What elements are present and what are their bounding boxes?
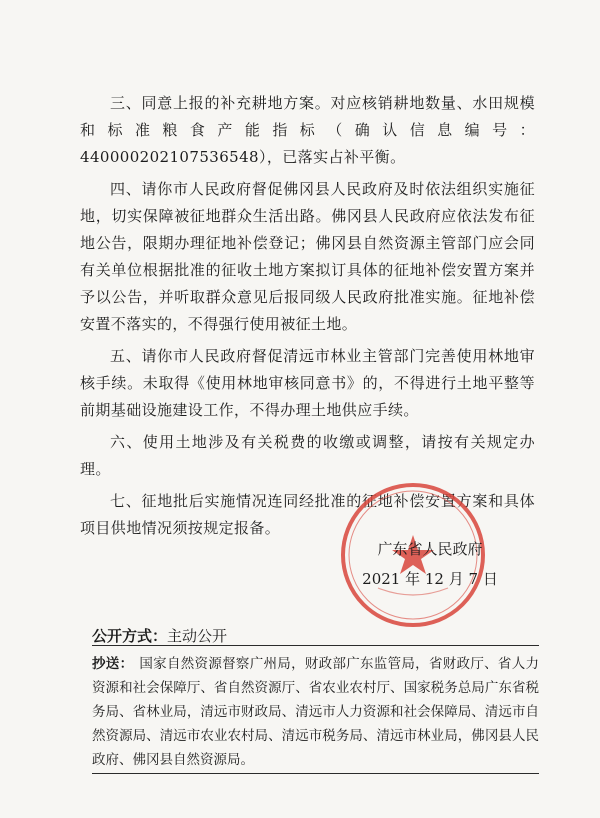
signoff-organization: 广东省人民政府 [377,540,483,558]
cc-recipients: 国家自然资源督察广州局，财政部广东监管局，省财政厅、省人力资源和社会保障厅、省自然资源厅、省农业农村厅、国家税务总局广东省税务局、省林业局，清远市财政局、清远市人力资源和社会保障局、清远市自然资源局、清远市农业农村局、清远市税务局、清远市林业局，佛冈县人民政府、佛冈县自然资源局。 [92,656,540,768]
disclosure-label: 公开方式： [92,627,168,645]
disclosure-value: 主动公开 [167,627,228,645]
paragraph-4: 四、请你市人民政府督促佛冈县人民政府及时依法组织实施征地，切实保障被征地群众生活出路。佛冈县人民政府应依法发布征地公告，限期办理征地补偿登记；佛冈县自然资源主管部门应会同有关单位根据批准的征收土地方案拟订具体的征地补偿安置方案并予以公告，并听取群众意见后报同级人民政府批准实施。征地补偿安置不落实的，不得强行使用被征土地。 [80,180,535,333]
paragraph-6: 六、使用土地涉及有关税费的收缴或调整，请按有关规定办理。 [80,433,535,478]
paragraph-7: 七、征地批后实施情况连同经批准的征地补偿安置方案和具体项目供地情况须按规定报备。 [80,492,535,537]
cc-label: 抄送： [92,656,134,672]
signoff-date: 2021 年 12 月 7 日 [362,570,498,588]
paragraph-5: 五、请你市人民政府督促清远市林业主管部门完善使用林地审核手续。未取得《使用林地审核同意书》的，不得进行土地平整等前期基础设施建设工作，不得办理土地供应手续。 [80,347,535,419]
disclosure-method [92,625,227,646]
divider-top [92,645,539,646]
document-body [80,90,535,547]
paragraph-3: 三、同意上报的补充耕地方案。对应核销耕地数量、水田规模和标准粮食产能指标（确认信息编号：440000202107536548），已落实占补平衡。 [80,94,535,166]
divider-bottom [92,773,539,774]
cc-list [92,652,539,772]
